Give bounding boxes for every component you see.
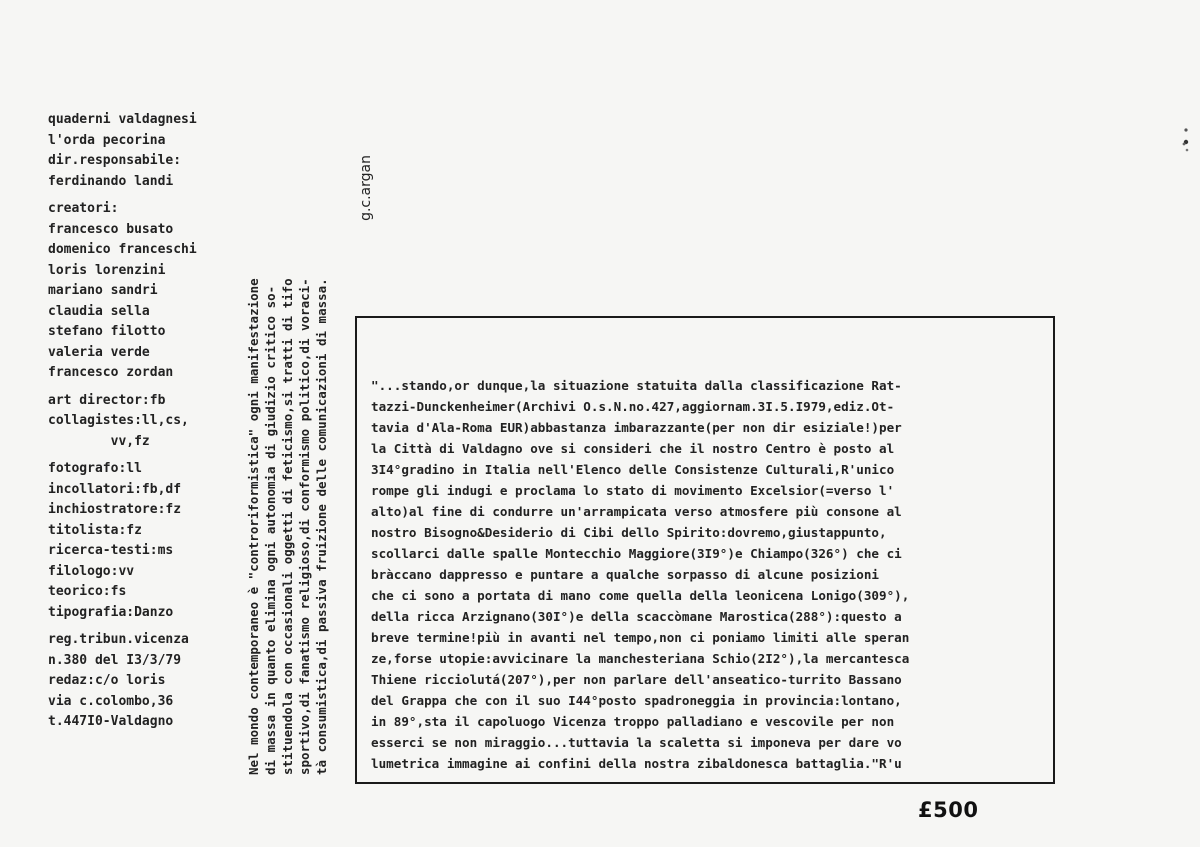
colophon-line: vv,fz	[48, 433, 150, 449]
text-line: tavia d'Ala-Roma EUR)abbastanza imbarazzante(per non dir esiziale!)per	[371, 420, 902, 435]
colophon-line: l'orda pecorina	[48, 132, 166, 148]
colophon-line: incollatori:fb,df	[48, 481, 182, 497]
text-line: 3I4°gradino in Italia nell'Elenco delle Consistenze Culturali,R'unico	[371, 462, 895, 477]
text-line: scollarci dalle spalle Montecchio Maggiore(3I9°)e Chiampo(326°) che ci	[371, 546, 902, 561]
print-specks-decoration	[1150, 120, 1190, 170]
colophon-line: redaz:c/o loris	[48, 673, 166, 688]
text-line: alto)al fine di condurre un'arrampicata verso atmosfere più consone al	[371, 504, 902, 519]
colophon-line: tipografia:Danzo	[48, 604, 174, 620]
quote-line: stituendola con occasionali oggetti di feticismo,si tratti di tifo	[280, 278, 295, 775]
colophon-line: mariano sandri	[48, 283, 158, 298]
vertical-quote	[245, 155, 374, 775]
quote-line: tà consumistica,di passiva fruizione delle comunicazioni di massa.	[314, 278, 329, 775]
text-line: Thiene ricciolutá(207°),per non parlare dell'anseatico-turrito Bassano	[371, 672, 902, 687]
text-line: bràccano dappresso e puntare a qualche sorpasso di alcune posizioni	[371, 567, 879, 582]
colophon-line: inchiostratore:fz	[48, 502, 182, 517]
colophon-line: via c.colombo,36	[48, 693, 174, 709]
colophon-art-block	[48, 391, 238, 453]
colophon-line: ferdinando landi	[48, 173, 174, 189]
colophon-line: loris lorenzini	[48, 262, 166, 278]
price-label: £500	[918, 798, 979, 822]
colophon	[48, 110, 238, 740]
text-line: in 89°,sta il capoluogo Vicenza troppo palladiano e vescovile per non	[371, 714, 895, 729]
colophon-line: dir.responsabile:	[48, 153, 182, 168]
colophon-line: n.380 del I3/3/79	[48, 652, 182, 668]
colophon-title-block	[48, 110, 238, 192]
colophon-line: domenico franceschi	[48, 242, 197, 257]
colophon-line: quaderni valdagnesi	[48, 112, 197, 127]
text-line: della ricca Arzignano(30I°)e della scaccòmane Marostica(288°):questo a	[371, 609, 902, 624]
text-line: tazzi-Dunckenheimer(Archivi O.s.N.no.427,aggiornam.3I.5.I979,ediz.Ot-	[371, 399, 895, 414]
colophon-line: filologo:vv	[48, 563, 135, 579]
colophon-line: reg.tribun.vicenza	[48, 632, 189, 647]
text-line: rompe gli indugi e proclama lo stato di movimento Excelsior(=verso l'	[371, 483, 895, 498]
colophon-line: francesco busato	[48, 221, 174, 237]
text-line: del Grappa che con il suo I44°posto spadroneggia in provincia:lontano,	[371, 693, 902, 708]
colophon-line: claudia sella	[48, 303, 150, 319]
colophon-line: teorico:fs	[48, 584, 127, 599]
text-line: la Città di Valdagno ove si consideri che il nostro Centro è posto al	[371, 441, 895, 456]
quote-line: Nel mondo contemporaneo è "controriformistica" ogni manifestazione	[246, 278, 261, 775]
text-line: ze,forse utopie:avvicinare la manchesteriana Schio(2I2°),la mercantesca	[371, 651, 910, 666]
colophon-line: titolista:fz	[48, 522, 142, 538]
colophon-line: stefano filotto	[48, 324, 166, 339]
text-line: nostro Bisogno&Desiderio di Cibi dello Spirito:dovremo,giustappunto,	[371, 525, 887, 540]
quote-line: sportivo,di fanatismo religioso,di conformismo politico,di voraci-	[297, 278, 312, 775]
colophon-line: t.447I0-Valdagno	[48, 714, 174, 729]
text-line: "...stando,or dunque,la situazione statuita dalla classificazione Rat-	[371, 378, 902, 393]
colophon-line: fotografo:ll	[48, 461, 142, 476]
colophon-line: ricerca-testi:ms	[48, 543, 174, 558]
text-line: lumetrica immagine ai confini della nostra zibaldonesca battaglia."R'u	[371, 756, 902, 771]
colophon-line: valeria verde	[48, 344, 150, 360]
quote-line: di massa in quanto elimina ogni autonomia di giudizio critico so-	[263, 285, 278, 775]
colophon-creators-block	[48, 199, 238, 384]
colophon-line: art director:fb	[48, 392, 166, 408]
text-line: breve termine!più in avanti nel tempo,non ci poniamo limiti alle speran	[371, 630, 910, 645]
text-line: esserci se non miraggio...tuttavia la scaletta si imponeva per dare vo	[371, 735, 902, 750]
colophon-staff-block	[48, 459, 238, 623]
framed-text-box	[355, 316, 1055, 784]
colophon-registration-block	[48, 630, 238, 733]
colophon-line: collagistes:ll,cs,	[48, 413, 189, 428]
main-text	[371, 375, 1045, 774]
colophon-line: creatori:	[48, 201, 119, 216]
text-line: che ci sono a portata di mano come quella della leonicena Lonigo(309°),	[371, 588, 910, 603]
quote-signature: g.c.argan	[358, 155, 374, 221]
colophon-line: francesco zordan	[48, 365, 174, 380]
